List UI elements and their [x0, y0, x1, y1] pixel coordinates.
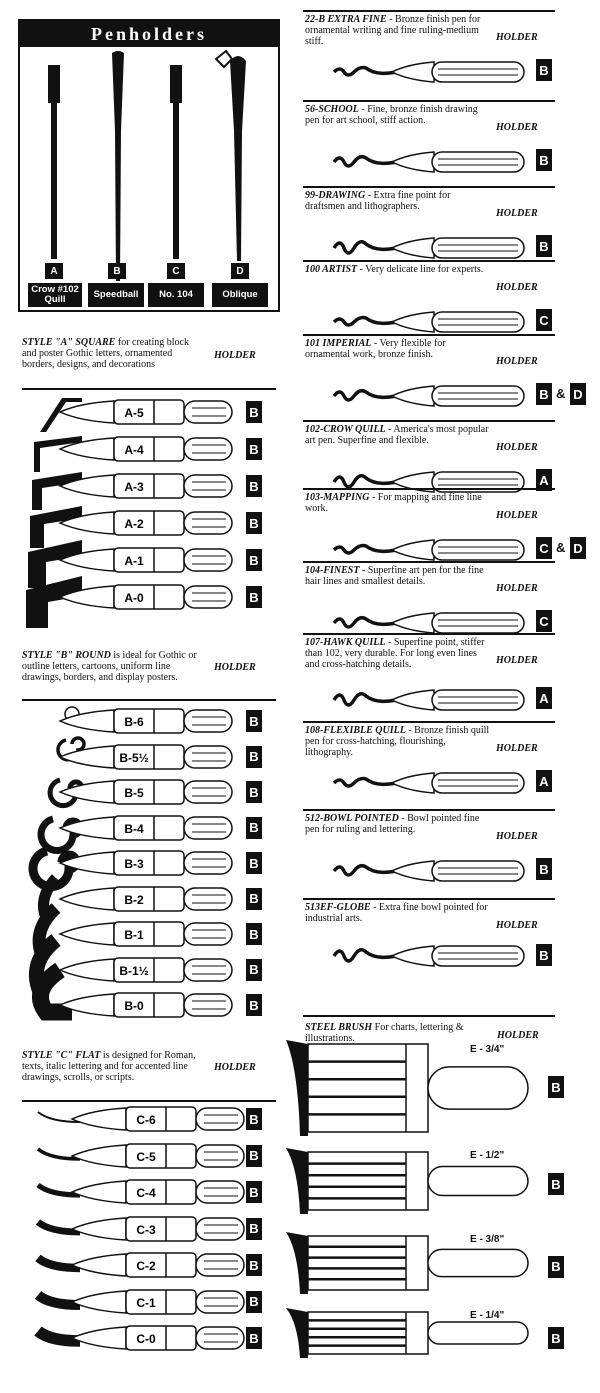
pen-description-1: 56-SCHOOL - Fine, bronze finish drawing pen for art school, stiff action.: [305, 104, 478, 126]
style-a-pen-3: [60, 510, 240, 536]
style-c-pen-2-label: C-4: [136, 1186, 156, 1200]
style-c-holder-4: B: [246, 1254, 262, 1276]
divider: [303, 898, 555, 900]
style-b-pen-3-label: B-4: [124, 821, 144, 836]
style-c-holder-2: B: [246, 1181, 262, 1203]
style-b-holder-5: B: [246, 888, 262, 910]
style-a-holder-0: B: [246, 401, 262, 423]
divider: [303, 488, 555, 490]
penholder-name-c: No. 104: [148, 283, 204, 307]
style-a-description: STYLE "A" SQUARE for creating block and poster Gothic letters, ornamented borders, designs, and decorations: [22, 337, 189, 370]
steel-brush-label-1: E - 1/2": [470, 1150, 505, 1161]
pen-description-5: 102-CROW QUILL - America's most popular art pen. Superfine and flexible.: [305, 424, 489, 446]
style-a-pen-3-label: A-2: [124, 517, 144, 531]
style-c-pen-2: [72, 1179, 252, 1205]
pen-illustration-1: [304, 146, 524, 178]
divider: [22, 1100, 276, 1102]
style-b-pen-1-label: B-5½: [119, 750, 149, 765]
style-a-pen-5: [60, 584, 240, 610]
style-c-pen-4: [72, 1252, 252, 1278]
pen-description-10: 512-BOWL POINTED - Bowl pointed fine pen for ruling and lettering.: [305, 813, 480, 835]
divider: [303, 721, 555, 723]
pen-illustration-11: [304, 940, 524, 972]
style-a-holder-2: B: [246, 475, 262, 497]
penholder-letter-d: D: [231, 263, 249, 279]
style-b-pen-5: [60, 886, 240, 912]
pen-holder-7-0: C: [536, 610, 552, 632]
style-c-pen-6: [72, 1325, 252, 1351]
pen-holder-label-6: HOLDER: [496, 510, 538, 521]
steel-brush-label-0: E - 3/4": [470, 1044, 505, 1055]
pen-illustration-0: [304, 56, 524, 88]
pen-holder-9-0: A: [536, 770, 552, 792]
pen-description-6: 103-MAPPING - For mapping and fine line work.: [305, 492, 482, 514]
steel-brush-label-3: E - 1/4": [470, 1310, 505, 1321]
style-a-pen-1: [60, 436, 240, 462]
style-a-pen-0-label: A-5: [124, 406, 144, 420]
penholder-letter-c: C: [167, 263, 185, 279]
style-c-pen-3-label: C-3: [136, 1222, 156, 1237]
style-b-pen-7-label: B-1½: [119, 963, 149, 978]
style-a-pen-0: [60, 399, 240, 425]
steel-brush-description: STEEL BRUSH For charts, lettering & illustrations.: [305, 1022, 464, 1044]
pen-description-3: 100 ARTIST - Very delicate line for experts.: [305, 264, 484, 275]
divider: [303, 260, 555, 262]
pen-illustration-8: [304, 684, 524, 716]
pen-holder-label-7: HOLDER: [496, 583, 538, 594]
style-c-holder-1: B: [246, 1145, 262, 1167]
style-b-holder-8: B: [246, 994, 262, 1016]
style-b-holder-4: B: [246, 852, 262, 874]
pen-illustration-4: [304, 380, 524, 412]
style-a-pen-1-label: A-4: [124, 443, 144, 457]
pen-description-2: 99-DRAWING - Extra fine point for draftsmen and lithographers.: [305, 190, 451, 212]
pen-holder-label-3: HOLDER: [496, 282, 538, 293]
pen-holder-8-0: A: [536, 687, 552, 709]
steel-brush-holder-1: B: [548, 1173, 564, 1195]
style-b-pen-2-label: B-5: [124, 786, 144, 800]
steel-brush-holder-label: HOLDER: [497, 1030, 539, 1041]
pen-holder-4-1: D: [570, 383, 586, 405]
style-b-pen-3: [60, 815, 240, 841]
style-b-holder-label: HOLDER: [214, 662, 256, 673]
style-b-holder-3: B: [246, 817, 262, 839]
steel-brush-holder-0: B: [548, 1076, 564, 1098]
style-b-pen-8: [60, 992, 240, 1018]
pen-holder-10-0: B: [536, 858, 552, 880]
style-a-holder-4: B: [246, 549, 262, 571]
style-c-pen-1-label: C-5: [136, 1149, 156, 1164]
pen-holder-1-0: B: [536, 149, 552, 171]
style-c-holder-5: B: [246, 1291, 262, 1313]
style-a-pen-2-label: A-3: [124, 480, 144, 494]
style-a-holder-3: B: [246, 512, 262, 534]
style-a-pen-5-label: A-0: [124, 591, 144, 605]
penholder-letter-a: A: [45, 263, 63, 279]
style-b-pen-6-label: B-1: [124, 928, 144, 942]
style-a-pen-2: [60, 473, 240, 499]
divider: [303, 633, 555, 635]
style-b-pen-0: [60, 708, 240, 734]
pen-holder-2-0: B: [536, 235, 552, 257]
style-b-description: STYLE "B" ROUND is ideal for Gothic or outline letters, cartoons, uniform line drawings, borders, and display posters.: [22, 650, 197, 683]
pen-holder-11-0: B: [536, 944, 552, 966]
divider: [303, 334, 555, 336]
pen-description-8: 107-HAWK QUILL - Superfine point, stiffer than 102, very durable. For long even lines and cross-hatching details.: [305, 637, 485, 670]
pen-holder-label-10: HOLDER: [496, 831, 538, 842]
style-a-pen-4-label: A-1: [124, 554, 144, 568]
style-b-pen-8-label: B-0: [124, 999, 144, 1013]
pen-holder-4-0: B: [536, 383, 552, 405]
pen-description-7: 104-FINEST - Superfine art pen for the fine hair lines and smallest details.: [305, 565, 484, 587]
pen-holder-amp-6: &: [556, 540, 566, 555]
style-b-pen-4: [60, 850, 240, 876]
pen-holder-amp-4: &: [556, 386, 566, 401]
pen-holder-0-0: B: [536, 59, 552, 81]
style-b-holder-2: B: [246, 781, 262, 803]
pen-illustration-10: [304, 855, 524, 887]
pen-holder-3-0: C: [536, 309, 552, 331]
pen-holder-label-2: HOLDER: [496, 208, 538, 219]
style-a-holder-1: B: [246, 438, 262, 460]
pen-holder-label-0: HOLDER: [496, 32, 538, 43]
style-b-holder-0: B: [246, 710, 262, 732]
penholder-letter-b: B: [108, 263, 126, 279]
style-b-holder-6: B: [246, 923, 262, 945]
style-a-holder-5: B: [246, 586, 262, 608]
steel-brush-holder-3: B: [548, 1327, 564, 1349]
penholders-panel: [18, 19, 280, 312]
pen-holder-label-5: HOLDER: [496, 442, 538, 453]
style-a-holder-label: HOLDER: [214, 350, 256, 361]
style-a-pen-4: [60, 547, 240, 573]
style-b-pen-1: [60, 744, 240, 770]
penholder-name-a: Crow #102 Quill: [28, 283, 82, 307]
pen-holder-label-9: HOLDER: [496, 743, 538, 754]
pen-holder-label-11: HOLDER: [496, 920, 538, 931]
style-b-pen-0-label: B-6: [124, 715, 144, 729]
pen-illustration-9: [304, 767, 524, 799]
style-c-holder-3: B: [246, 1218, 262, 1240]
divider: [303, 10, 555, 12]
style-b-pen-6: [60, 921, 240, 947]
divider: [303, 1015, 555, 1017]
steel-brush-label-2: E - 3/8": [470, 1234, 505, 1245]
style-b-pen-7: [60, 957, 240, 983]
style-b-pen-2: [60, 779, 240, 805]
divider: [303, 809, 555, 811]
style-c-pen-4-label: C-2: [136, 1259, 156, 1273]
divider: [303, 100, 555, 102]
style-c-holder-6: B: [246, 1327, 262, 1349]
style-c-holder-label: HOLDER: [214, 1062, 256, 1073]
pen-holder-label-8: HOLDER: [496, 655, 538, 666]
divider: [22, 388, 276, 390]
style-c-pen-0: [72, 1106, 252, 1132]
pen-description-0: 22-B EXTRA FINE - Bronze finish pen for ornamental writing and fine ruling-medium stiff.: [305, 14, 481, 47]
pen-description-4: 101 IMPERIAL - Very flexible for ornamental work, bronze finish.: [305, 338, 446, 360]
divider: [303, 420, 555, 422]
style-c-pen-0-label: C-6: [136, 1113, 156, 1127]
divider: [303, 186, 555, 188]
pen-holder-label-1: HOLDER: [496, 122, 538, 133]
penholders-title: Penholders: [20, 21, 278, 47]
pen-holder-label-4: HOLDER: [496, 356, 538, 367]
style-c-holder-0: B: [246, 1108, 262, 1130]
divider: [303, 561, 555, 563]
style-c-pen-5-label: C-1: [136, 1295, 156, 1310]
style-c-pen-5: [72, 1289, 252, 1315]
style-b-holder-1: B: [246, 746, 262, 768]
style-c-description: STYLE "C" FLAT is designed for Roman, texts, italic lettering and for accented line drawings, scrolls, or scripts.: [22, 1050, 196, 1083]
penholder-name-b: Speedball: [88, 283, 144, 307]
style-b-holder-7: B: [246, 959, 262, 981]
style-b-pen-4-label: B-3: [124, 857, 144, 871]
pen-holder-5-0: A: [536, 469, 552, 491]
pen-holder-6-1: D: [570, 537, 586, 559]
steel-brush-holder-2: B: [548, 1256, 564, 1278]
penholder-name-d: Oblique: [212, 283, 268, 307]
pen-description-9: 108-FLEXIBLE QUILL - Bronze finish quill pen for cross-hatching, flourishing, lithography.: [305, 725, 490, 758]
pen-holder-6-0: C: [536, 537, 552, 559]
style-b-pen-5-label: B-2: [124, 892, 144, 907]
style-c-pen-3: [72, 1216, 252, 1242]
pen-description-11: 513EF-GLOBE - Extra fine bowl pointed for industrial arts.: [305, 902, 488, 924]
style-c-pen-6-label: C-0: [136, 1332, 156, 1346]
style-c-pen-1: [72, 1143, 252, 1169]
